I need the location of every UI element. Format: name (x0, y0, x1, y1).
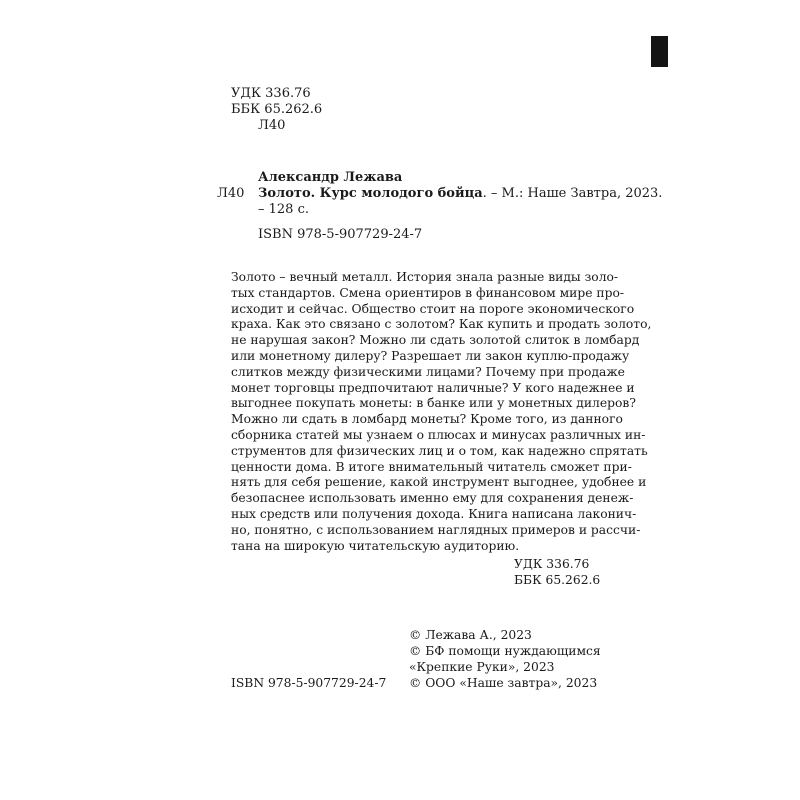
annotation-line: ных средств или получения дохода. Книга написана лаконич- (231, 506, 637, 521)
page-count: – 128 с. (258, 202, 309, 217)
annotation-line: Золото – вечный металл. История знала разные виды золо- (231, 270, 619, 284)
annotation-line: или монетному дилеру? Разрешает ли закон куплю-продажу (231, 348, 630, 363)
annotation-line: тана на широкую читательскую аудиторию. (231, 538, 520, 553)
author-name: Александр Лежава (258, 170, 403, 185)
copyright-foundation-name: «Крепкие Руки», 2023 (409, 660, 555, 674)
publication-info: . – М.: Наше Завтра, 2023. (482, 186, 663, 201)
annotation-line: безопаснее использовать именно ему для сохранения денеж- (231, 491, 634, 506)
bbk-code-bottom: ББК 65.262.6 (514, 573, 601, 587)
title-line (258, 186, 662, 202)
annotation-line: выгоднее покупать монеты: в банке или у монетных дилеров? (231, 396, 636, 411)
annotation-line: не нарушая закон? Можно ли сдать золотой слиток в ломбард (231, 333, 640, 348)
annotation-line: Можно ли сдать в ломбард монеты? Кроме того, из данного (231, 412, 623, 427)
annotation-line: слитков между физическими лицами? Почему при продаже (231, 364, 625, 379)
annotation-line: краха. Как это связано с золотом? Как купить и продать золото, (231, 317, 652, 332)
copyright-foundation: © БФ помощи нуждающимся (409, 644, 601, 658)
annotation-line: струментов для физических лиц и о том, как надежно спрятать (231, 443, 648, 458)
annotation-paragraph (231, 270, 652, 554)
annotation-line: тых стандартов. Смена ориентиров в финансовом мире про- (231, 285, 625, 300)
cutter-code-top: Л40 (258, 118, 286, 133)
udk-code-top: УДК 336.76 (231, 86, 311, 101)
copyright-publisher: © ООО «Наше завтра», 2023 (409, 676, 598, 690)
annotation-line: исходит и сейчас. Общество стоит на пороге экономического (231, 301, 635, 316)
book-title: Золото. Курс молодого бойца (258, 186, 483, 201)
isbn-top: ISBN 978-5-907729-24-7 (258, 227, 423, 242)
annotation-line: сборника статей мы узнаем о плюсах и минусах различных ин- (231, 427, 646, 442)
annotation-line: ценности дома. В итоге внимательный читатель сможет при- (231, 459, 632, 474)
udk-code-bottom: УДК 336.76 (514, 557, 590, 571)
cutter-code-left: Л40 (217, 186, 245, 201)
copyright-author: © Лежава А., 2023 (409, 628, 532, 642)
annotation-line: но, понятно, с использованием наглядных примеров и рассчи- (231, 522, 641, 537)
annotation-line: монет торговцы предпочитают наличные? У кого надежнее и (231, 380, 635, 395)
isbn-bottom: ISBN 978-5-907729-24-7 (231, 676, 387, 690)
page-edge-marker (651, 36, 668, 67)
annotation-line: нять для себя решение, какой инструмент выгоднее, удобнее и (231, 475, 647, 490)
bbk-code-top: ББК 65.262.6 (231, 102, 323, 117)
